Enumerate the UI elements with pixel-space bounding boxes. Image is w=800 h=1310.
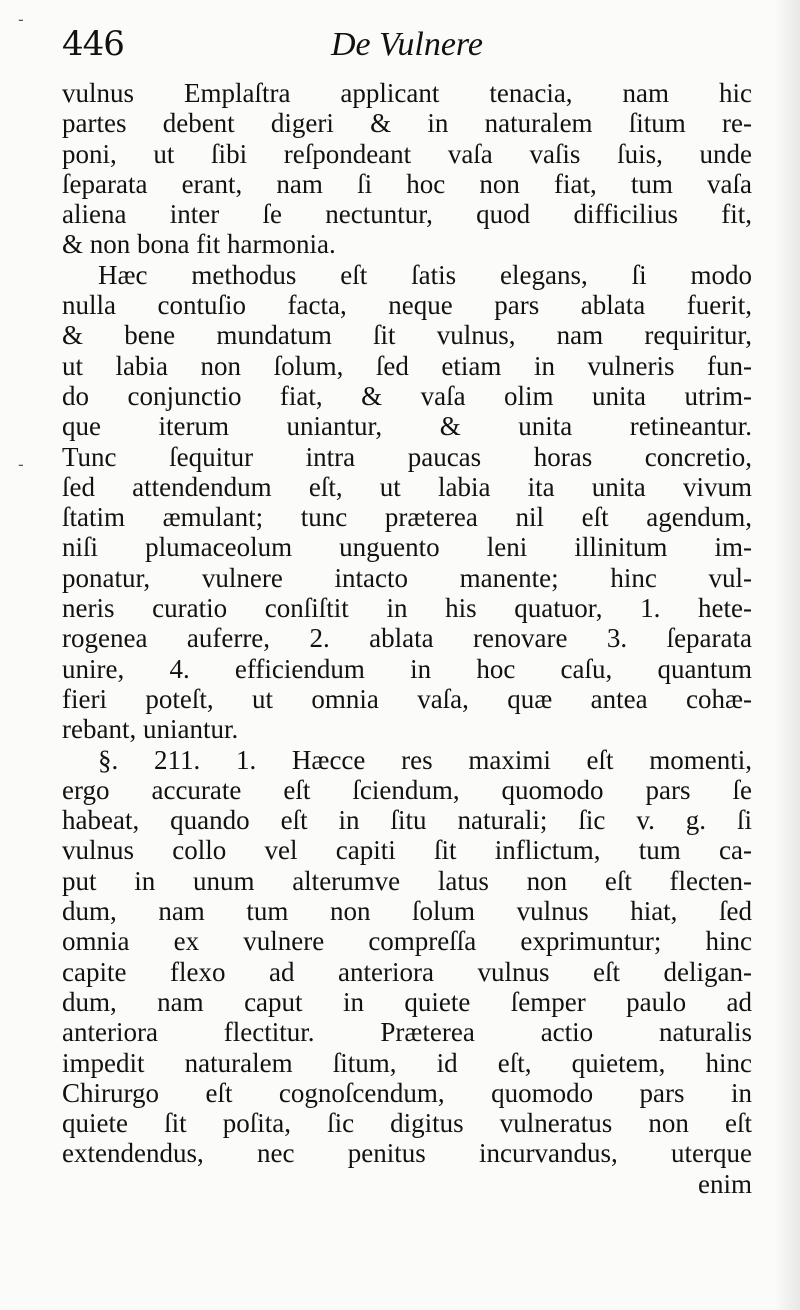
text-line: unire, 4. efficiendum in hoc caſu, quantum	[62, 653, 752, 684]
text-line: partes debent digeri & in naturalem ſitum re-	[62, 108, 752, 139]
text-line: vulnus collo vel capiti ſit inflictum, tum ca-	[62, 835, 752, 866]
text-line: & non bona fit harmonia.	[62, 229, 336, 260]
text-line: Chirurgo eſt cognoſcendum, quomodo pars in	[62, 1077, 752, 1108]
text-line: omnia ex vulnere compreſſa exprimuntur; hinc	[62, 926, 752, 957]
text-line: poni, ut ſibi reſpondeant vaſa vaſis ſuis, unde	[62, 138, 752, 169]
margin-dash-mark: -	[18, 10, 24, 29]
text-line: capite flexo ad anteriora vulnus eſt deligan-	[62, 956, 752, 987]
page-edge-shadow	[774, 0, 800, 1310]
text-line: rogenea auferre, 2. ablata renovare 3. ſeparata	[62, 623, 752, 654]
text-line: vulnus Emplaſtra applicant tenacia, nam hic	[62, 78, 752, 108]
text-line: extendendus, nec penitus incurvandus, uterque	[62, 1138, 752, 1169]
text-line: que iterum uniantur, & unita retineantur.	[62, 411, 752, 442]
body-text	[62, 78, 752, 1199]
catchword: enim	[698, 1168, 752, 1199]
margin-dash-mark: -	[18, 455, 24, 474]
text-line: Tunc ſequitur intra paucas horas concretio,	[62, 441, 752, 472]
running-title: De Vulnere	[331, 26, 483, 63]
text-line: put in unum alterumve latus non eſt flecten-	[62, 865, 752, 896]
text-line: ut labia non ſolum, ſed etiam in vulneris fun-	[62, 350, 752, 381]
text-line: habeat, quando eſt in ſitu naturali; ſic v. g. ſi	[62, 805, 752, 836]
text-line: ergo accurate eſt ſciendum, quomodo pars ſe	[62, 774, 752, 805]
text-line: ſeparata erant, nam ſi hoc non fiat, tum vaſa	[62, 168, 752, 199]
text-line: dum, nam tum non ſolum vulnus hiat, ſed	[62, 896, 752, 927]
text-line: do conjunctio fiat, & vaſa olim unita utrim-	[62, 380, 752, 411]
text-line: quiete ſit poſita, ſic digitus vulneratus non eſt	[62, 1108, 752, 1139]
text-line: ponatur, vulnere intacto manente; hinc vul-	[62, 562, 752, 593]
text-line: dum, nam caput in quiete ſemper paulo ad	[62, 986, 752, 1017]
text-line: aliena inter ſe nectuntur, quod difficilius fit,	[62, 199, 752, 230]
text-line: Hæc methodus eſt ſatis elegans, ſi modo	[98, 259, 752, 290]
text-line: §. 211. 1. Hæcce res maximi eſt momenti,	[98, 744, 752, 775]
page-header	[62, 24, 752, 74]
text-line: ſtatim æmulant; tunc præterea nil eſt agendum,	[62, 502, 752, 533]
page-number: 446	[62, 24, 124, 64]
text-line: neris curatio conſiſtit in his quatuor, 1. hete-	[62, 593, 752, 624]
text-line: ſed attendendum eſt, ut labia ita unita vivum	[62, 471, 752, 502]
text-line: rebant, uniantur.	[62, 714, 239, 745]
text-line: anteriora flectitur. Præterea actio naturalis	[62, 1017, 752, 1048]
text-line: impedit naturalem ſitum, id eſt, quietem, hinc	[62, 1047, 752, 1078]
text-line: & bene mundatum ſit vulnus, nam requiritur,	[62, 320, 752, 351]
text-line: fieri poteſt, ut omnia vaſa, quæ antea cohæ-	[62, 683, 752, 714]
text-line: nulla contuſio facta, neque pars ablata fuerit,	[62, 290, 752, 321]
text-line: niſi plumaceolum unguento leni illinitum im-	[62, 532, 752, 563]
